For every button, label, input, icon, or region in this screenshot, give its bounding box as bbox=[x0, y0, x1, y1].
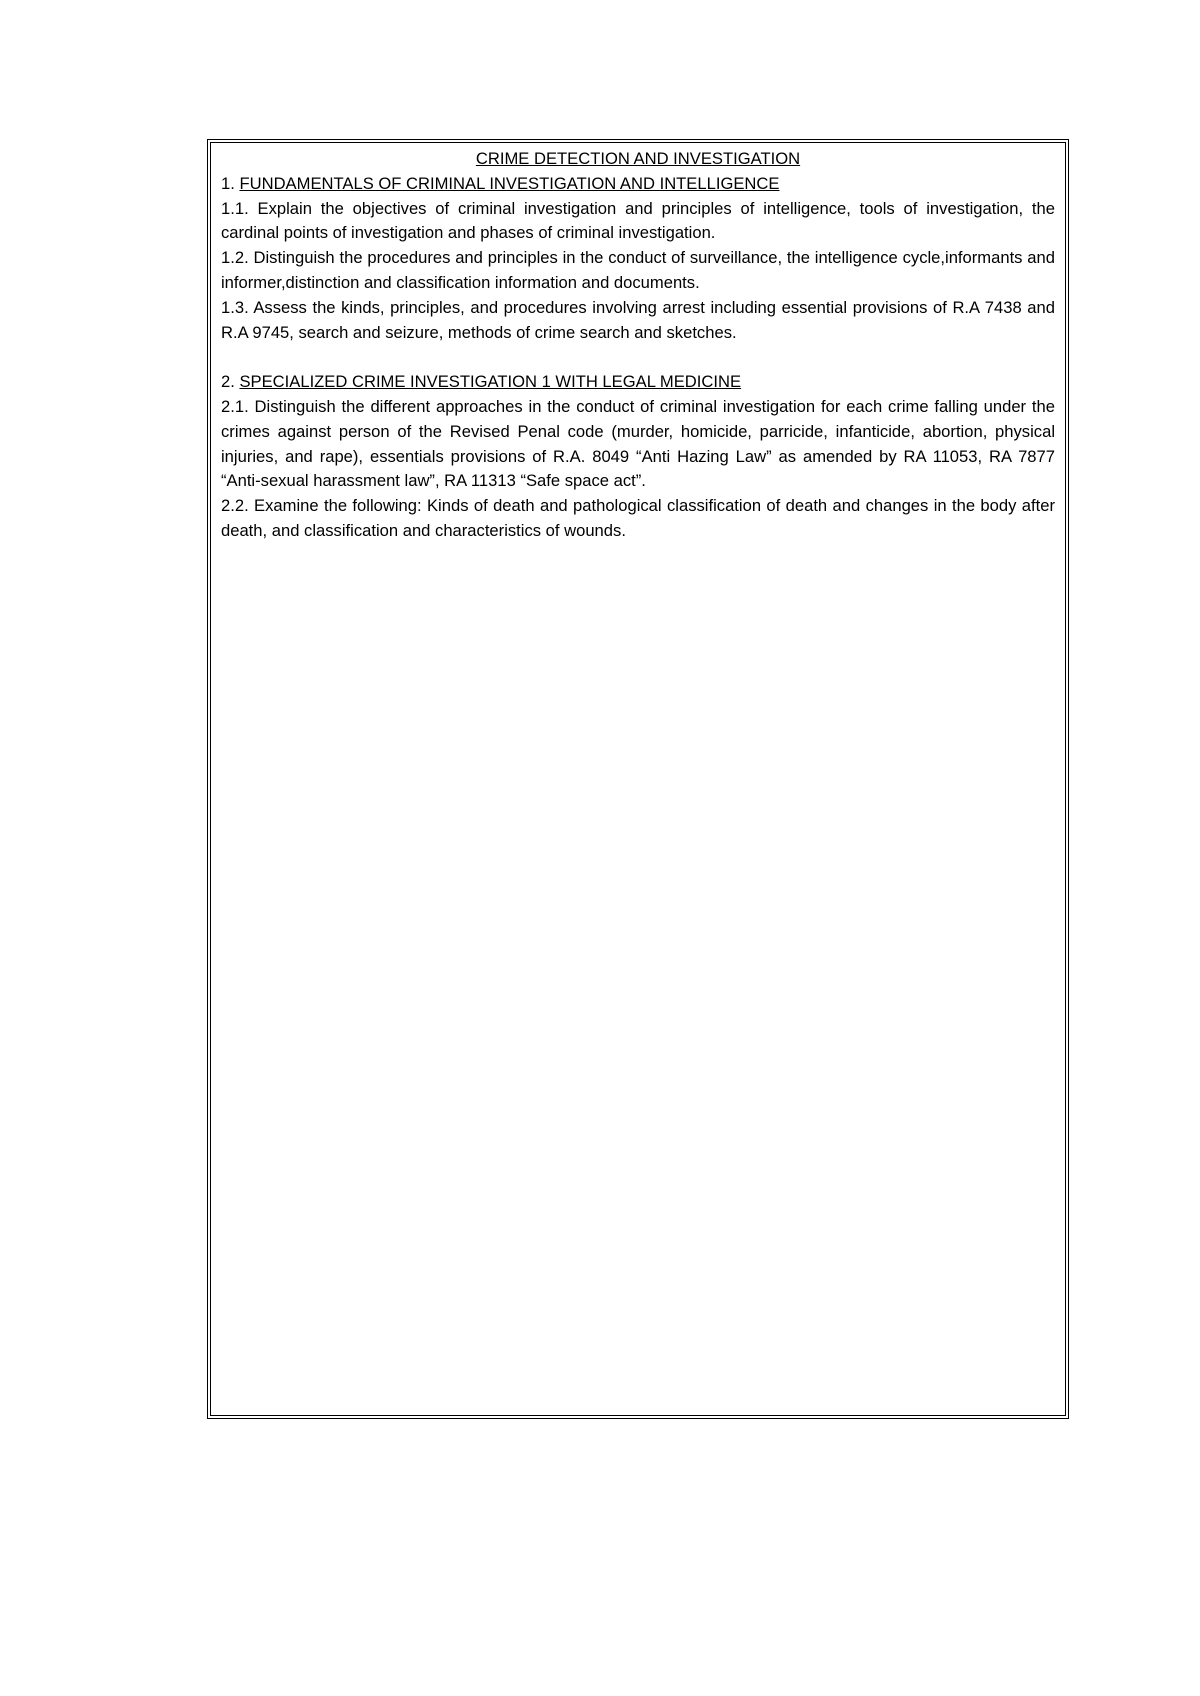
section-1-item-1: 1.1. Explain the objectives of criminal investigation and principles of intelligence, tools of investigation, the cardinal points of investigation and phases of criminal investigation. bbox=[221, 198, 1055, 243]
document-title: CRIME DETECTION AND INVESTIGATION bbox=[475, 149, 801, 168]
section-1-title: FUNDAMENTALS OF CRIMINAL INVESTIGATION AND INTELLIGENCE bbox=[239, 173, 780, 193]
section-1-item-3: 1.3. Assess the kinds, principles, and procedures involving arrest including essential provisions of R.A 7438 and R.A 9745, search and seizure, methods of crime search and sketches. bbox=[221, 297, 1055, 342]
section-1-heading bbox=[221, 172, 1055, 197]
section-1-number: 1. bbox=[221, 173, 235, 193]
section-2-item-1: 2.1. Distinguish the different approaches in the conduct of criminal investigation for each crime falling under the crimes against person of the Revised Penal code (murder, homicide, parricide, infanticide, abortion, physical injuries, and rape), essentials provisions of R.A. 8049 “Anti Hazing Law” as amended by RA 11053, RA 7877 “Anti-sexual harassment law”, RA 11313 “Safe space act”. bbox=[221, 396, 1055, 491]
section-spacer bbox=[221, 345, 1055, 370]
document-content bbox=[221, 147, 1055, 544]
section-2-number: 2. bbox=[221, 372, 235, 392]
section-2-item-2: 2.2. Examine the following: Kinds of death and pathological classification of death and changes in the body after death, and classification and characteristics of wounds. bbox=[221, 496, 1055, 540]
section-2-heading bbox=[221, 370, 1055, 395]
section-1-item-2: 1.2. Distinguish the procedures and principles in the conduct of surveillance, the intelligence cycle,informants and informer,distinction and classification information and documents. bbox=[221, 248, 1055, 292]
bordered-content-box bbox=[207, 139, 1069, 1419]
section-2-title: SPECIALIZED CRIME INVESTIGATION 1 WITH LEGAL MEDICINE bbox=[239, 372, 742, 392]
